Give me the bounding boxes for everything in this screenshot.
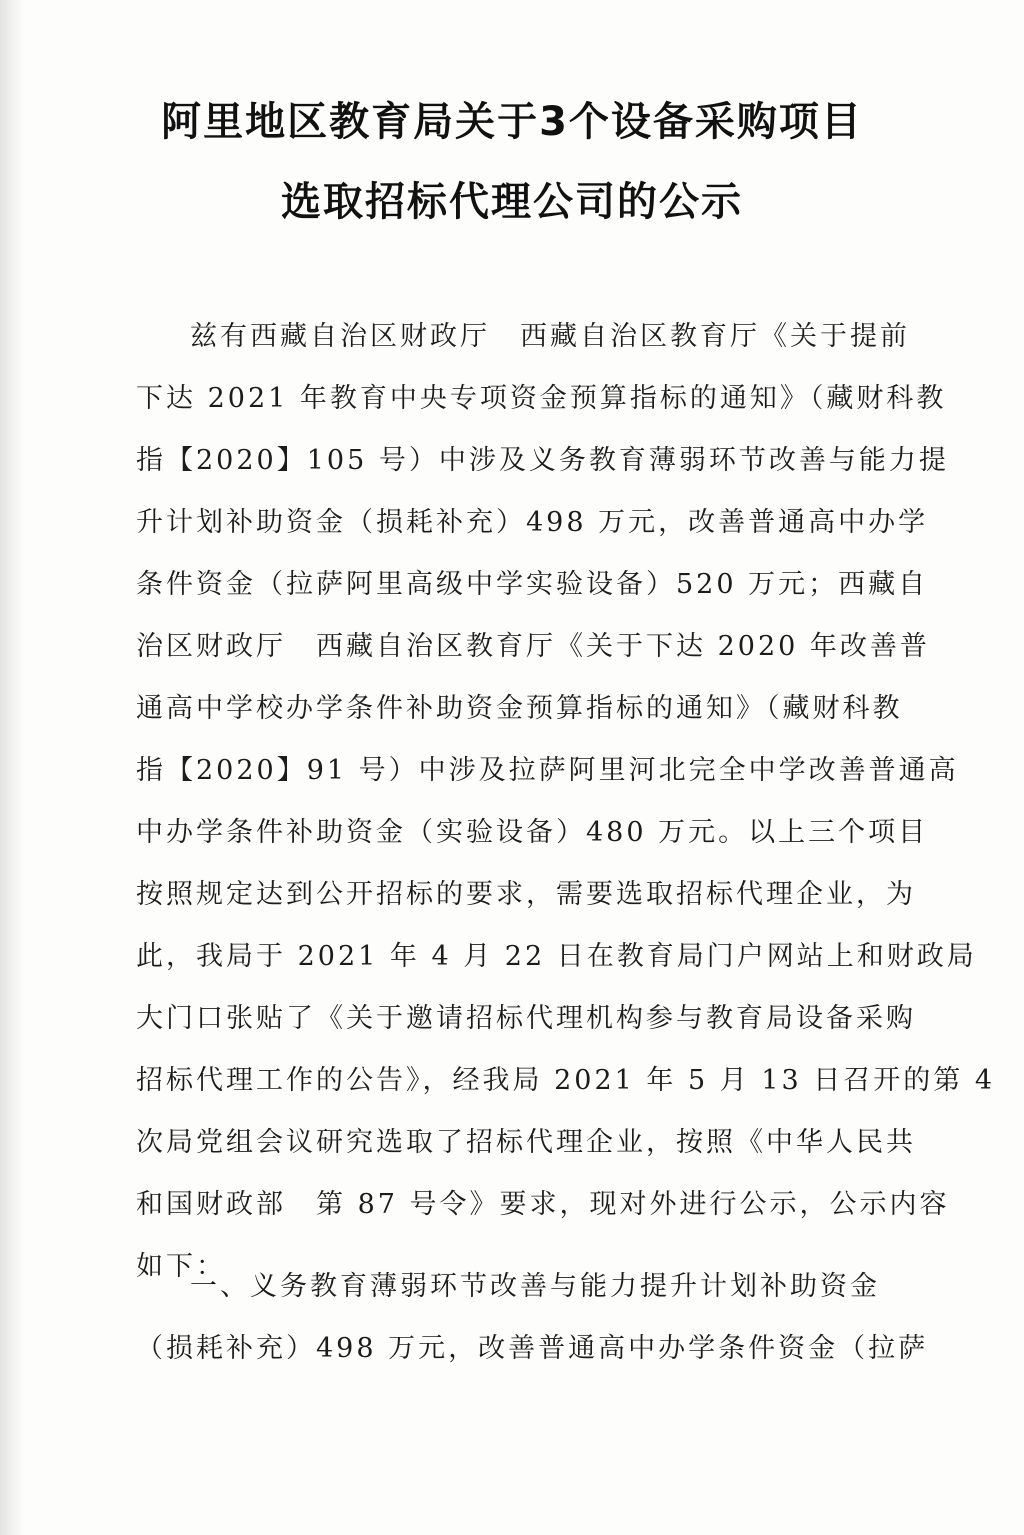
document-title-line-2: 选取招标代理公司的公示	[281, 179, 743, 225]
paragraph-line: 中办学条件补助资金（实验设备）480 万元。以上三个项目	[136, 817, 929, 848]
paragraph-line: 升计划补助资金（损耗补充）498 万元，改善普通高中办学	[136, 507, 929, 538]
paragraph-line: 条件资金（拉萨阿里高级中学实验设备）520 万元；西藏自	[136, 569, 929, 600]
paragraph-line: 此，我局于 2021 年 4 月 22 日在教育局门户网站上和财政局	[136, 941, 977, 972]
paragraph-line: 按照规定达到公开招标的要求，需要选取招标代理企业，为	[136, 879, 916, 910]
paragraph-line: 指【2020】91 号）中涉及拉萨阿里河北完全中学改善普通高	[136, 755, 959, 786]
paragraph-line: 和国财政部 第 87 号令》要求，现对外进行公示，公示内容	[136, 1189, 950, 1220]
paragraph-line: 兹有西藏自治区财政厅 西藏自治区教育厅《关于提前	[190, 321, 910, 352]
paragraph-1	[136, 306, 996, 1298]
paragraph-line: 指【2020】105 号）中涉及义务教育薄弱环节改善与能力提	[136, 445, 949, 476]
paragraph-line: 一、义务教育薄弱环节改善与能力提升计划补助资金	[190, 1271, 880, 1302]
paragraph-line: 招标代理工作的公告》，经我局 2021 年 5 月 13 日召开的第 4	[136, 1065, 996, 1096]
paragraph-line: 下达 2021 年教育中央专项资金预算指标的通知》（藏财科教	[136, 383, 947, 414]
paragraph-line: 大门口张贴了《关于邀请招标代理机构参与教育局设备采购	[136, 1003, 916, 1034]
document-title-line-1: 阿里地区教育局关于3个设备采购项目	[161, 99, 863, 145]
paragraph-line: 如下：	[136, 1251, 226, 1282]
paragraph-line: （损耗补充）498 万元，改善普通高中办学条件资金（拉萨	[136, 1333, 929, 1364]
paragraph-line: 治区财政厅 西藏自治区教育厅《关于下达 2020 年改善普	[136, 631, 930, 662]
paragraph-line: 次局党组会议研究选取了招标代理企业，按照《中华人民共	[136, 1127, 916, 1158]
paragraph-2	[136, 1256, 929, 1380]
paragraph-line: 通高中学校办学条件补助资金预算指标的通知》（藏财科教	[136, 693, 903, 724]
scan-edge-shadow	[0, 0, 24, 1535]
